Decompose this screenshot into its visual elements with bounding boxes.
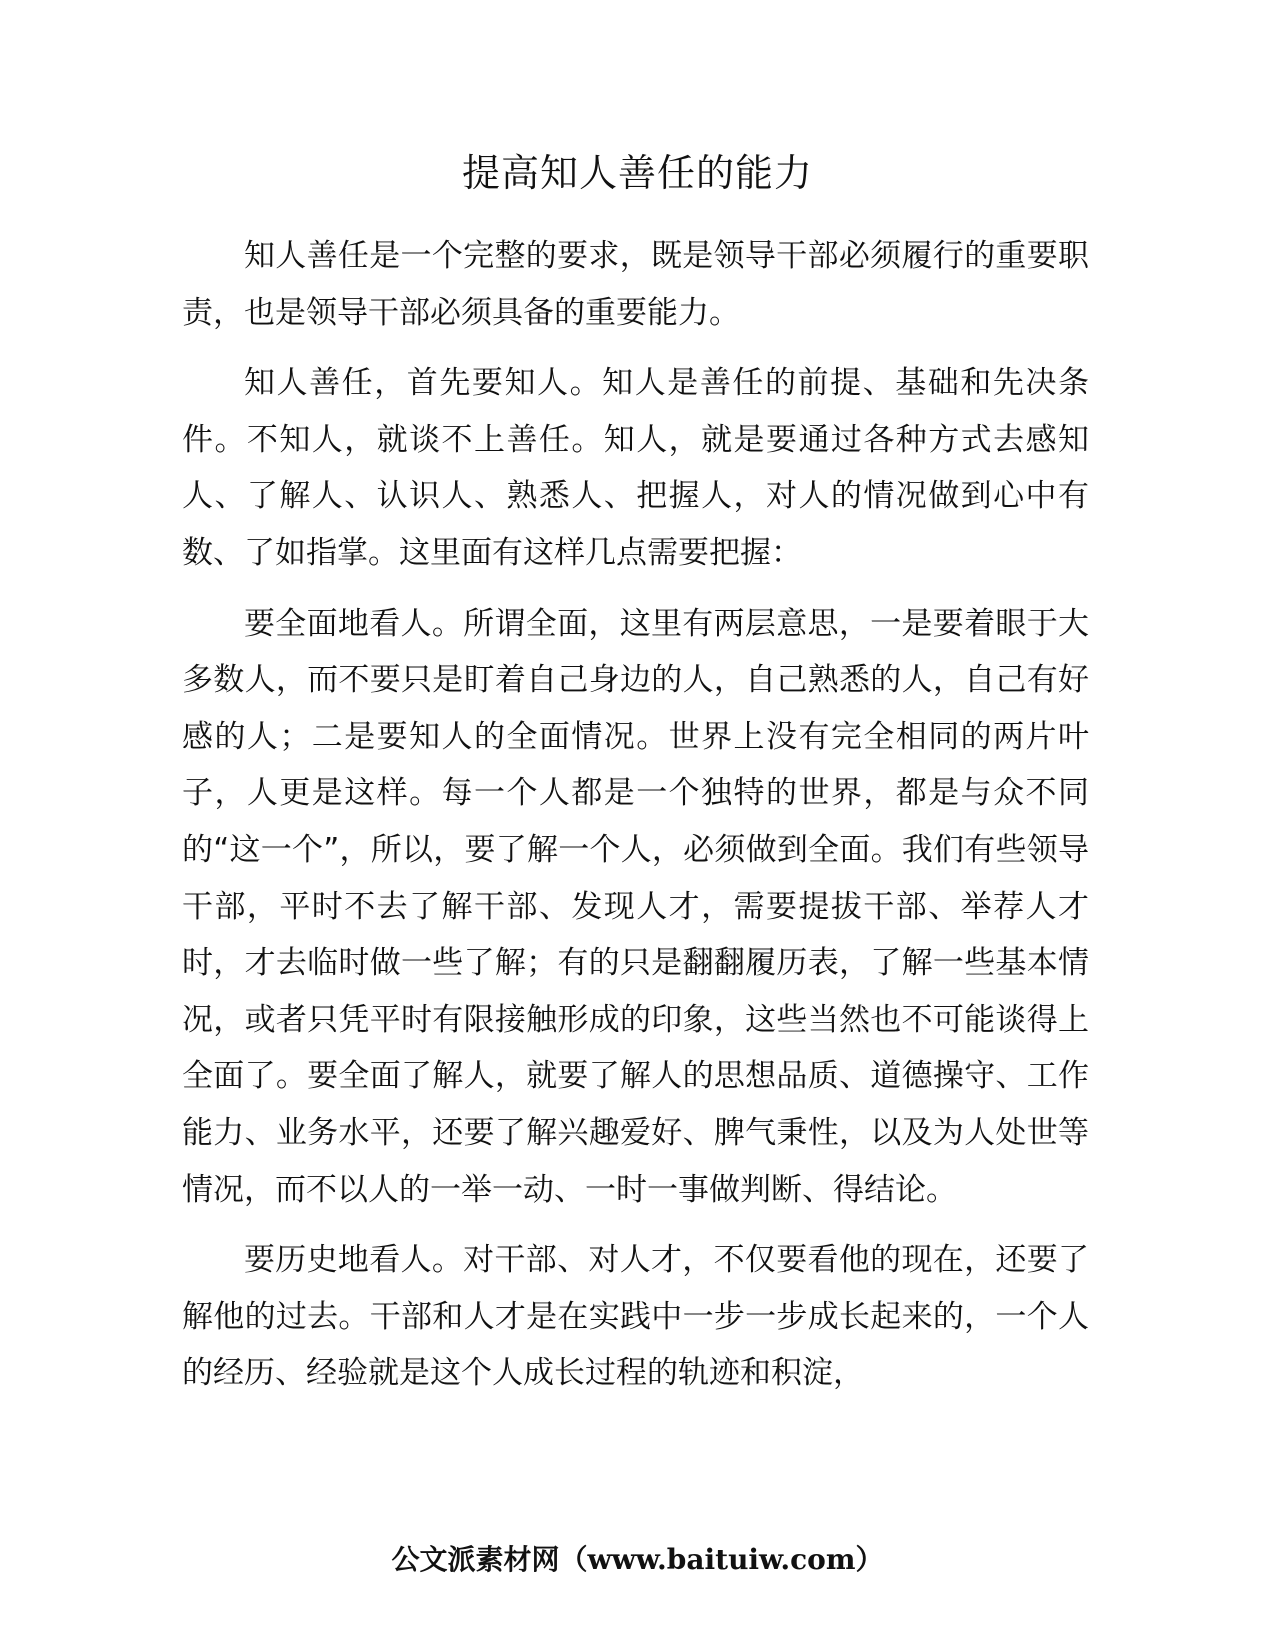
document-title: 提高知人善任的能力 bbox=[461, 151, 813, 195]
document-body bbox=[182, 228, 1089, 1416]
paragraph-2: 知人善任，首先要知人。知人是善任的前提、基础和先决条件。不知人，就谈不上善任。知人，就是要通过各种方式去感知人、了解人、认识人、熟悉人、把握人，对人的情况做到心中有数、了如指掌。这里面有这样几点需要把握： bbox=[182, 365, 1089, 571]
paragraph-4: 要历史地看人。对干部、对人才，不仅要看他的现在，还要了解他的过去。干部和人才是在实践中一步一步成长起来的，一个人的经历、经验就是这个人成长过程的轨迹和积淀， bbox=[182, 1242, 1089, 1392]
paragraph-1: 知人善任是一个完整的要求，既是领导干部必须履行的重要职责，也是领导干部必须具备的重要能力。 bbox=[182, 238, 1089, 331]
paragraph-3: 要全面地看人。所谓全面，这里有两层意思，一是要着眼于大多数人，而不要只是盯着自己身边的人，自己熟悉的人，自己有好感的人；二是要知人的全面情况。世界上没有完全相同的两片叶子，人更是这样。每一个人都是一个独特的世界，都是与众不同的“这一个”，所以，要了解一个人，必须做到全面。我们有些领导干部，平时不去了解干部、发现人才，需要提拔干部、举荐人才时，才去临时做一些了解；有的只是翻翻履历表，了解一些基本情况，或者只凭平时有限接触形成的印象，这些当然也不可能谈得上全面了。要全面了解人，就要了解人的思想品质、道德操守、工作能力、业务水平，还要了解兴趣爱好、脾气秉性，以及为人处世等情况，而不以人的一举一动、一时一事做判断、得结论。 bbox=[182, 605, 1089, 1208]
footer-watermark: 公文派素材网（www.baituiw.com） bbox=[391, 1543, 884, 1576]
